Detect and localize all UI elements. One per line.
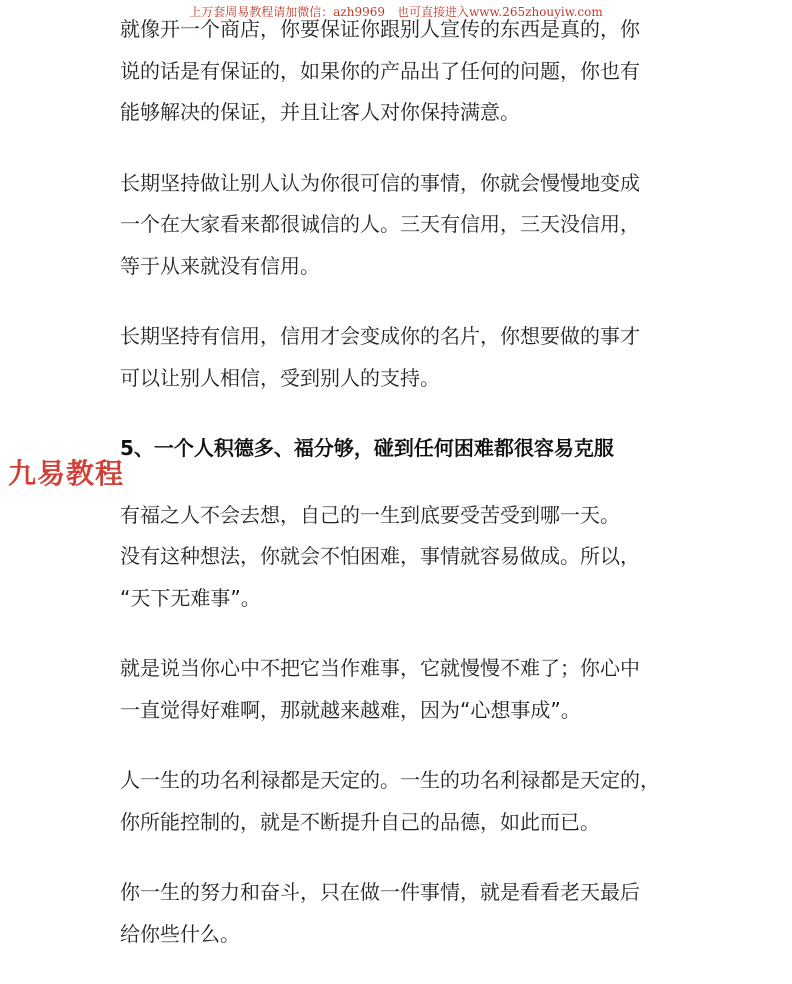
paragraph-line: 等于从来就没有信用。 — [120, 253, 320, 278]
paragraph-line: 你所能控制的，就是不断提升自己的品德，如此而已。 — [120, 809, 600, 834]
paragraph — [120, 495, 688, 620]
paragraph — [120, 163, 688, 288]
paragraph — [120, 872, 688, 955]
paragraph — [120, 760, 688, 843]
paragraph-line: 有福之人不会去想，自己的一生到底要受苦受到哪一天。 — [120, 502, 620, 527]
paragraph-line: 没有这种想法，你就会不怕困难，事情就容易做成。所以， — [120, 544, 640, 568]
paragraph-line: “天下无难事”。 — [120, 585, 261, 610]
section-heading: 5、一个人积德多、福分够，碰到任何困难都很容易克服 — [120, 436, 614, 460]
paragraph — [120, 316, 688, 399]
paragraph-line: 长期坚持做让别人认为你很可信的事情，你就会慢慢地变成 — [120, 170, 640, 195]
article-body — [120, 9, 688, 984]
paragraph-line: 就像开一个商店，你要保证你跟别人宣传的东西是真的，你 — [120, 17, 640, 41]
paragraph-line: 长期坚持有信用，信用才会变成你的名片，你想要做的事才 — [120, 324, 640, 348]
paragraph-line: 一个在大家看来都很诚信的人。三天有信用，三天没信用， — [120, 212, 640, 236]
paragraph-line: 可以让别人相信，受到别人的支持。 — [120, 365, 440, 390]
top-watermark: 上万套周易教程请加微信：azh9969 也可直接进入www.265zhouyiw.com — [189, 5, 603, 19]
paragraph-line: 你一生的努力和奋斗，只在做一件事情，就是看看老天最后 — [120, 880, 640, 904]
paragraph-line: 给你些什么。 — [120, 921, 240, 946]
paragraph — [120, 648, 688, 731]
paragraph-line: 能够解决的保证，并且让客人对你保持满意。 — [120, 100, 520, 124]
side-watermark: 九易教程 — [8, 457, 125, 490]
paragraph-line: 人一生的功名利禄都是天定的。一生的功名利禄都是天定的， — [120, 768, 660, 792]
paragraph-line: 就是说当你心中不把它当作难事，它就慢慢不难了；你心中 — [120, 656, 640, 680]
paragraph-line: 说的话是有保证的，如果你的产品出了任何的问题，你也有 — [120, 58, 640, 83]
paragraph — [120, 9, 688, 134]
paragraph-line: 一直觉得好难啊，那就越来越难，因为“心想事成”。 — [120, 697, 581, 722]
